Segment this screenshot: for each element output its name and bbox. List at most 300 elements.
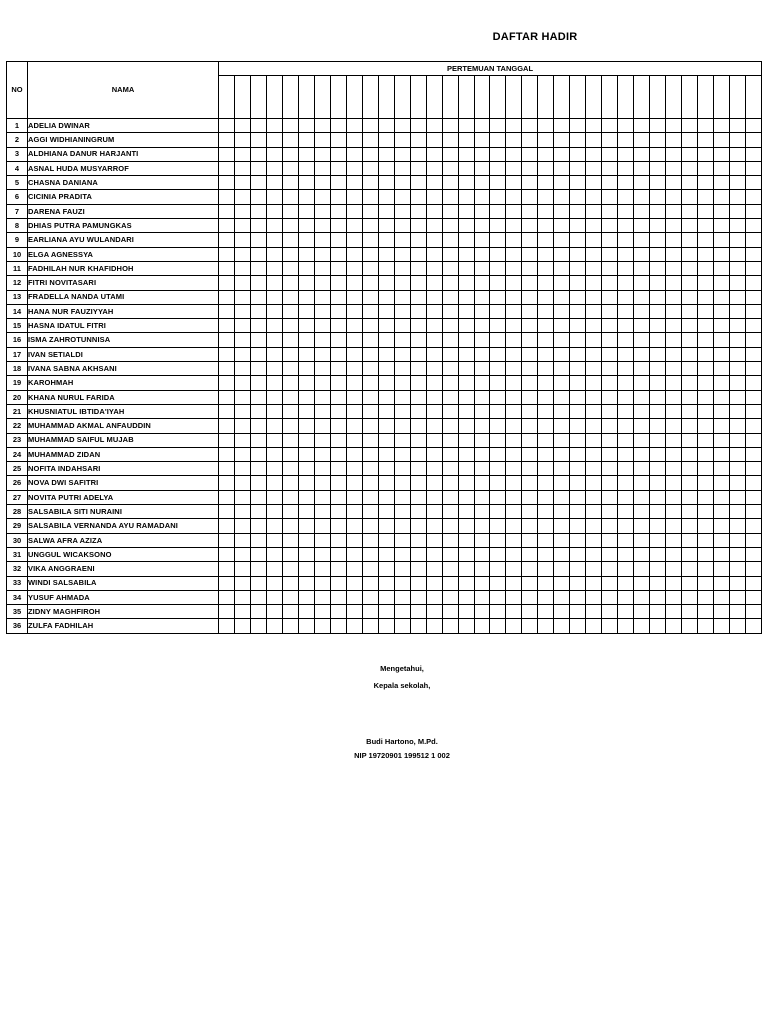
attendance-cell: [458, 204, 474, 218]
attendance-cell: [394, 576, 410, 590]
attendance-cell: [266, 247, 282, 261]
date-column-header-cell: [330, 76, 346, 119]
attendance-cell: [634, 419, 650, 433]
attendance-cell: [490, 190, 506, 204]
attendance-cell: [314, 619, 330, 633]
attendance-cell: [298, 547, 314, 561]
attendance-cell: [266, 304, 282, 318]
table-row: [7, 533, 762, 547]
attendance-cell: [234, 419, 250, 433]
attendance-cell: [650, 290, 666, 304]
attendance-cell: [570, 219, 586, 233]
attendance-cell: [682, 447, 698, 461]
attendance-cell: [219, 319, 235, 333]
attendance-cell: [378, 204, 394, 218]
attendance-cell: [506, 505, 522, 519]
attendance-cell: [698, 433, 714, 447]
attendance-cell: [506, 304, 522, 318]
attendance-cell: [474, 576, 490, 590]
attendance-cell: [234, 404, 250, 418]
attendance-cell: [474, 290, 490, 304]
attendance-cell: [506, 147, 522, 161]
attendance-cell: [538, 290, 554, 304]
attendance-cell: [458, 605, 474, 619]
attendance-cell: [506, 519, 522, 533]
attendance-cell: [682, 347, 698, 361]
row-number: 33: [7, 576, 28, 590]
attendance-cell: [666, 490, 682, 504]
attendance-cell: [506, 390, 522, 404]
attendance-cell: [282, 462, 298, 476]
attendance-cell: [666, 447, 682, 461]
attendance-cell: [314, 547, 330, 561]
attendance-cell: [602, 133, 618, 147]
attendance-cell: [458, 576, 474, 590]
attendance-cell: [538, 319, 554, 333]
column-header-no: NO: [7, 62, 28, 119]
attendance-cell: [474, 261, 490, 275]
attendance-cell: [586, 576, 602, 590]
attendance-cell: [698, 362, 714, 376]
attendance-cell: [378, 247, 394, 261]
attendance-cell: [745, 133, 761, 147]
attendance-cell: [362, 147, 378, 161]
attendance-cell: [458, 562, 474, 576]
attendance-cell: [538, 547, 554, 561]
attendance-cell: [234, 161, 250, 175]
attendance-cell: [618, 576, 634, 590]
attendance-cell: [378, 304, 394, 318]
student-name: AGGI WIDHIANINGRUM: [28, 133, 219, 147]
attendance-cell: [506, 276, 522, 290]
attendance-cell: [219, 576, 235, 590]
attendance-cell: [442, 404, 458, 418]
date-column-header-cell: [362, 76, 378, 119]
attendance-cell: [745, 433, 761, 447]
attendance-cell: [554, 447, 570, 461]
attendance-cell: [378, 419, 394, 433]
row-number: 34: [7, 590, 28, 604]
attendance-cell: [666, 462, 682, 476]
attendance-cell: [538, 204, 554, 218]
attendance-cell: [394, 261, 410, 275]
attendance-cell: [298, 576, 314, 590]
signer-name: Budi Hartono, M.Pd.: [366, 737, 438, 746]
attendance-cell: [330, 519, 346, 533]
date-column-header-cell: [458, 76, 474, 119]
row-number: 31: [7, 547, 28, 561]
attendance-cell: [522, 533, 538, 547]
attendance-cell: [314, 376, 330, 390]
attendance-cell: [362, 462, 378, 476]
attendance-cell: [282, 404, 298, 418]
attendance-cell: [458, 619, 474, 633]
attendance-cell: [730, 319, 746, 333]
attendance-cell: [570, 476, 586, 490]
attendance-cell: [650, 176, 666, 190]
attendance-cell: [250, 419, 266, 433]
attendance-cell: [346, 362, 362, 376]
attendance-cell: [586, 147, 602, 161]
attendance-cell: [458, 390, 474, 404]
attendance-cell: [506, 233, 522, 247]
attendance-cell: [554, 404, 570, 418]
row-number: 36: [7, 619, 28, 633]
row-number: 3: [7, 147, 28, 161]
attendance-cell: [682, 433, 698, 447]
attendance-cell: [714, 419, 730, 433]
attendance-cell: [586, 161, 602, 175]
attendance-cell: [618, 161, 634, 175]
student-name: HANA NUR FAUZIYYAH: [28, 304, 219, 318]
date-column-header-cell: [490, 76, 506, 119]
attendance-cell: [714, 190, 730, 204]
table-row: [7, 519, 762, 533]
attendance-cell: [538, 576, 554, 590]
attendance-cell: [282, 204, 298, 218]
attendance-cell: [602, 147, 618, 161]
attendance-cell: [314, 590, 330, 604]
student-name: ZULFA FADHILAH: [28, 619, 219, 633]
attendance-cell: [522, 204, 538, 218]
attendance-cell: [458, 590, 474, 604]
attendance-cell: [538, 147, 554, 161]
attendance-cell: [282, 247, 298, 261]
attendance-cell: [602, 347, 618, 361]
attendance-cell: [730, 619, 746, 633]
attendance-cell: [410, 447, 426, 461]
student-name: CHASNA DANIANA: [28, 176, 219, 190]
row-number: 22: [7, 419, 28, 433]
attendance-cell: [538, 462, 554, 476]
attendance-cell: [650, 619, 666, 633]
attendance-cell: [602, 161, 618, 175]
attendance-cell: [394, 533, 410, 547]
attendance-cell: [522, 247, 538, 261]
attendance-cell: [410, 376, 426, 390]
attendance-cell: [506, 476, 522, 490]
attendance-cell: [714, 404, 730, 418]
attendance-cell: [442, 147, 458, 161]
attendance-cell: [378, 261, 394, 275]
attendance-cell: [378, 376, 394, 390]
attendance-cell: [570, 576, 586, 590]
attendance-cell: [282, 476, 298, 490]
attendance-cell: [650, 362, 666, 376]
attendance-cell: [442, 247, 458, 261]
attendance-cell: [234, 590, 250, 604]
attendance-cell: [298, 590, 314, 604]
attendance-cell: [234, 390, 250, 404]
attendance-cell: [282, 261, 298, 275]
attendance-cell: [330, 547, 346, 561]
attendance-cell: [458, 219, 474, 233]
attendance-cell: [346, 376, 362, 390]
attendance-cell: [570, 290, 586, 304]
row-number: 14: [7, 304, 28, 318]
attendance-cell: [266, 390, 282, 404]
attendance-cell: [682, 219, 698, 233]
attendance-cell: [666, 290, 682, 304]
attendance-cell: [618, 319, 634, 333]
attendance-cell: [314, 362, 330, 376]
attendance-cell: [522, 490, 538, 504]
attendance-cell: [538, 176, 554, 190]
attendance-cell: [282, 362, 298, 376]
date-column-header-cell: [522, 76, 538, 119]
attendance-cell: [618, 419, 634, 433]
attendance-cell: [698, 476, 714, 490]
attendance-cell: [282, 619, 298, 633]
attendance-cell: [554, 219, 570, 233]
attendance-cell: [234, 462, 250, 476]
date-column-header-cell: [410, 76, 426, 119]
attendance-cell: [538, 119, 554, 133]
attendance-cell: [650, 233, 666, 247]
attendance-cell: [730, 562, 746, 576]
attendance-cell: [506, 190, 522, 204]
student-name: NOFITA INDAHSARI: [28, 462, 219, 476]
attendance-cell: [298, 219, 314, 233]
attendance-cell: [346, 390, 362, 404]
attendance-cell: [394, 404, 410, 418]
attendance-cell: [330, 347, 346, 361]
attendance-cell: [219, 390, 235, 404]
attendance-cell: [458, 447, 474, 461]
attendance-cell: [378, 562, 394, 576]
attendance-cell: [474, 233, 490, 247]
attendance-cell: [378, 605, 394, 619]
attendance-cell: [362, 562, 378, 576]
attendance-cell: [458, 319, 474, 333]
attendance-cell: [442, 433, 458, 447]
attendance-cell: [250, 505, 266, 519]
attendance-cell: [650, 376, 666, 390]
attendance-cell: [426, 476, 442, 490]
date-column-header-cell: [538, 76, 554, 119]
attendance-cell: [346, 133, 362, 147]
attendance-cell: [250, 533, 266, 547]
attendance-cell: [362, 190, 378, 204]
attendance-cell: [298, 247, 314, 261]
attendance-cell: [219, 376, 235, 390]
attendance-cell: [490, 547, 506, 561]
attendance-cell: [538, 161, 554, 175]
attendance-cell: [650, 333, 666, 347]
attendance-cell: [362, 233, 378, 247]
attendance-cell: [618, 505, 634, 519]
attendance-cell: [522, 462, 538, 476]
student-name: FITRI NOVITASARI: [28, 276, 219, 290]
attendance-cell: [346, 347, 362, 361]
header-row: [7, 62, 762, 76]
attendance-cell: [346, 433, 362, 447]
attendance-cell: [426, 247, 442, 261]
attendance-cell: [314, 133, 330, 147]
attendance-cell: [458, 404, 474, 418]
student-name: HASNA IDATUL FITRI: [28, 319, 219, 333]
attendance-cell: [634, 133, 650, 147]
attendance-cell: [745, 505, 761, 519]
attendance-cell: [298, 619, 314, 633]
attendance-cell: [394, 519, 410, 533]
attendance-cell: [618, 304, 634, 318]
attendance-cell: [346, 590, 362, 604]
attendance-cell: [666, 233, 682, 247]
attendance-cell: [506, 204, 522, 218]
row-number: 9: [7, 233, 28, 247]
attendance-cell: [282, 190, 298, 204]
attendance-cell: [506, 261, 522, 275]
attendance-cell: [442, 362, 458, 376]
attendance-cell: [490, 476, 506, 490]
attendance-cell: [538, 562, 554, 576]
attendance-cell: [378, 133, 394, 147]
attendance-cell: [538, 404, 554, 418]
attendance-cell: [745, 462, 761, 476]
attendance-cell: [298, 304, 314, 318]
attendance-cell: [362, 519, 378, 533]
attendance-cell: [442, 161, 458, 175]
student-name: KAROHMAH: [28, 376, 219, 390]
student-name: VIKA ANGGRAENI: [28, 562, 219, 576]
attendance-cell: [234, 304, 250, 318]
attendance-cell: [378, 119, 394, 133]
attendance-cell: [458, 119, 474, 133]
student-name: UNGGUL WICAKSONO: [28, 547, 219, 561]
attendance-cell: [219, 147, 235, 161]
attendance-cell: [394, 347, 410, 361]
attendance-cell: [442, 276, 458, 290]
attendance-cell: [490, 219, 506, 233]
attendance-cell: [442, 261, 458, 275]
attendance-cell: [682, 547, 698, 561]
attendance-cell: [346, 119, 362, 133]
attendance-cell: [330, 390, 346, 404]
attendance-cell: [506, 590, 522, 604]
attendance-cell: [442, 304, 458, 318]
attendance-cell: [602, 505, 618, 519]
attendance-cell: [682, 319, 698, 333]
attendance-cell: [586, 533, 602, 547]
attendance-cell: [474, 519, 490, 533]
attendance-cell: [730, 447, 746, 461]
attendance-cell: [378, 176, 394, 190]
attendance-cell: [474, 247, 490, 261]
attendance-cell: [682, 462, 698, 476]
attendance-cell: [730, 462, 746, 476]
attendance-cell: [490, 233, 506, 247]
attendance-cell: [346, 261, 362, 275]
attendance-cell: [250, 590, 266, 604]
attendance-cell: [474, 505, 490, 519]
attendance-cell: [522, 304, 538, 318]
attendance-cell: [682, 404, 698, 418]
attendance-cell: [618, 462, 634, 476]
date-column-header-cell: [634, 76, 650, 119]
attendance-cell: [442, 319, 458, 333]
date-column-header-cell: [474, 76, 490, 119]
attendance-cell: [219, 133, 235, 147]
date-column-header-cell: [698, 76, 714, 119]
attendance-cell: [442, 176, 458, 190]
attendance-cell: [602, 219, 618, 233]
attendance-cell: [474, 419, 490, 433]
attendance-cell: [634, 161, 650, 175]
attendance-cell: [378, 619, 394, 633]
attendance-cell: [394, 562, 410, 576]
attendance-cell: [458, 290, 474, 304]
attendance-rows: [7, 119, 762, 634]
attendance-cell: [266, 505, 282, 519]
attendance-cell: [250, 433, 266, 447]
attendance-cell: [730, 390, 746, 404]
attendance-cell: [314, 161, 330, 175]
attendance-cell: [266, 233, 282, 247]
attendance-cell: [234, 119, 250, 133]
attendance-cell: [714, 176, 730, 190]
attendance-cell: [346, 447, 362, 461]
attendance-cell: [490, 276, 506, 290]
attendance-cell: [266, 276, 282, 290]
attendance-cell: [458, 376, 474, 390]
attendance-cell: [250, 462, 266, 476]
table-row: [7, 190, 762, 204]
attendance-cell: [682, 419, 698, 433]
attendance-cell: [586, 462, 602, 476]
attendance-cell: [362, 119, 378, 133]
attendance-cell: [698, 161, 714, 175]
attendance-cell: [346, 419, 362, 433]
attendance-cell: [234, 147, 250, 161]
attendance-cell: [602, 404, 618, 418]
attendance-cell: [506, 404, 522, 418]
attendance-cell: [618, 119, 634, 133]
attendance-cell: [602, 419, 618, 433]
attendance-cell: [698, 547, 714, 561]
attendance-cell: [394, 362, 410, 376]
attendance-cell: [586, 519, 602, 533]
attendance-cell: [410, 147, 426, 161]
attendance-cell: [618, 347, 634, 361]
table-row: [7, 319, 762, 333]
attendance-cell: [522, 133, 538, 147]
attendance-cell: [298, 347, 314, 361]
attendance-cell: [745, 290, 761, 304]
attendance-cell: [745, 404, 761, 418]
attendance-cell: [234, 290, 250, 304]
attendance-cell: [394, 290, 410, 304]
attendance-cell: [234, 190, 250, 204]
attendance-cell: [554, 276, 570, 290]
attendance-cell: [554, 261, 570, 275]
table-row: [7, 276, 762, 290]
attendance-cell: [682, 562, 698, 576]
table-row: [7, 547, 762, 561]
row-number: 11: [7, 261, 28, 275]
attendance-cell: [458, 433, 474, 447]
attendance-cell: [554, 476, 570, 490]
attendance-cell: [346, 219, 362, 233]
attendance-cell: [666, 204, 682, 218]
attendance-cell: [522, 119, 538, 133]
attendance-cell: [554, 605, 570, 619]
row-number: 19: [7, 376, 28, 390]
attendance-cell: [538, 219, 554, 233]
attendance-cell: [650, 490, 666, 504]
attendance-cell: [330, 219, 346, 233]
attendance-cell: [442, 204, 458, 218]
